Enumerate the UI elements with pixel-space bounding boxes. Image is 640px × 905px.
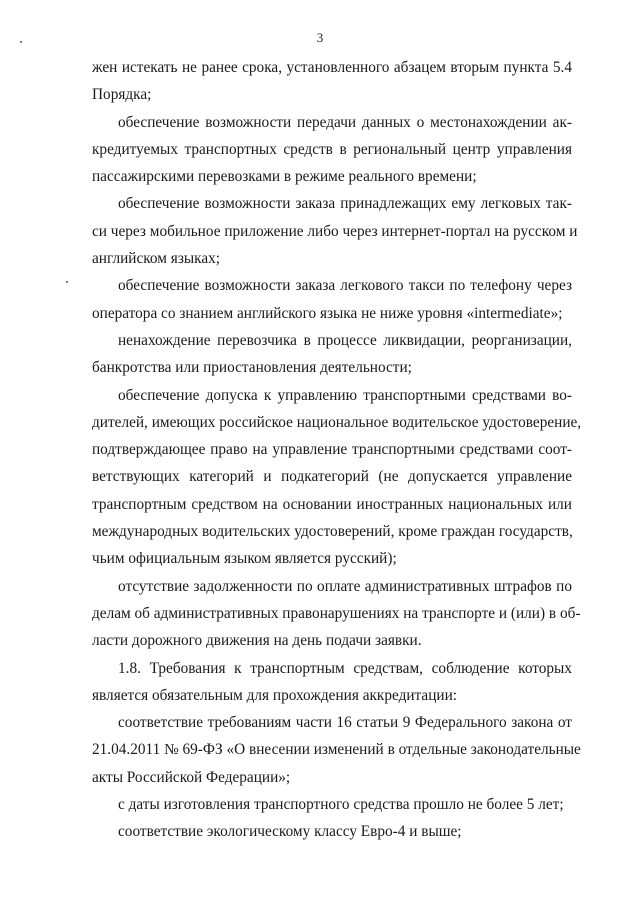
- text-line: акты Российской Федерации»;: [92, 768, 291, 786]
- text-line: банкротства или приостановления деятельности;: [92, 359, 412, 377]
- text-line: транспортным средством на основании иностранных национальных или: [92, 495, 572, 513]
- scan-speck: [66, 281, 68, 283]
- text-line: чьим официальным языком является русский);: [92, 550, 397, 568]
- text-line: пассажирскими перевозками в режиме реального времени;: [92, 168, 477, 186]
- text-line: обеспечение возможности передачи данных о местонахождении ак-: [118, 113, 572, 131]
- text-line: соответствие требованиям части 16 статьи 9 Федерального закона от: [118, 714, 572, 732]
- text-line: жен истекать не ранее срока, установленного абзацем вторым пункта 5.4: [92, 59, 572, 76]
- text-line: международных водительских удостоверений, кроме граждан государств,: [92, 523, 573, 541]
- text-line: с даты изготовления транспортного средства прошло не более 5 лет;: [118, 796, 564, 814]
- text-line: соответствие экологическому классу Евро-4 и выше;: [118, 823, 462, 841]
- page-number: 3: [316, 30, 324, 45]
- text-line: дителей, имеющих российское национальное водительское удостоверение,: [92, 413, 582, 431]
- document-body: [92, 54, 582, 846]
- text-line: обеспечение возможности заказа легкового такси по телефону через: [118, 277, 572, 295]
- text-line: ласти дорожного движения на день подачи заявки.: [92, 632, 422, 650]
- text-line: 21.04.2011 № 69-ФЗ «О внесении изменений в отдельные законодательные: [92, 741, 581, 759]
- text-line: си через мобильное приложение либо через интернет-портал на русском и: [92, 222, 578, 240]
- text-line: 1.8. Требования к транспортным средствам, соблюдение которых: [118, 659, 572, 677]
- text-line: английском языках;: [92, 250, 221, 268]
- text-line: ветствующих категорий и подкатегорий (не допускается управление: [92, 468, 572, 486]
- text-line: обеспечение возможности заказа принадлежащих ему легковых так-: [118, 195, 572, 213]
- scan-speck: [20, 41, 22, 43]
- text-line: ненахождение перевозчика в процессе ликвидации, реорганизации,: [118, 331, 572, 349]
- text-line: обеспечение допуска к управлению транспортными средствами во-: [118, 386, 572, 404]
- text-line: Порядка;: [92, 86, 152, 104]
- text-line: подтверждающее право на управление транспортными средствами соот-: [92, 441, 572, 459]
- text-line: делам об административных правонарушениях на транспорте и (или) в об-: [92, 604, 581, 622]
- text-line: оператора со знанием английского языка не ниже уровня «intermediate»;: [92, 304, 563, 322]
- text-line: отсутствие задолженности по оплате административных штрафов по: [118, 577, 572, 595]
- text-line: является обязательным для прохождения аккредитации:: [92, 686, 458, 704]
- text-line: кредитуемых транспортных средств в региональный центр управления: [92, 140, 572, 158]
